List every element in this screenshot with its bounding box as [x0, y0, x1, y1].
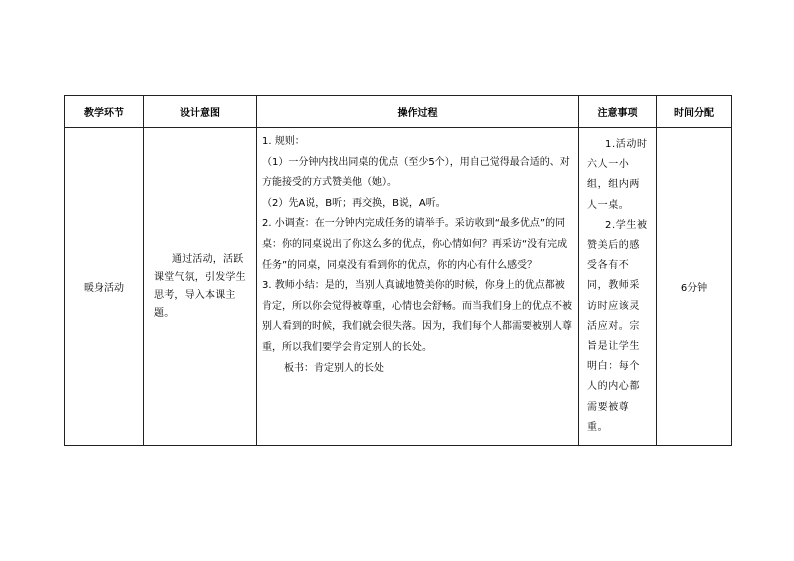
procedure-board-note: 板书：肯定别人的长处 — [284, 362, 384, 374]
lesson-plan-table — [64, 95, 732, 446]
teaching-phase-cell: 暖身活动 — [65, 128, 144, 446]
header-notes: 注意事项 — [579, 96, 657, 128]
table-header-row — [65, 96, 732, 128]
note-2: 2.学生被赞美后的感受各有不同，教师采访时应该灵活应对。宗旨是让学生明白：每个人的内心都需要被尊重。 — [587, 219, 648, 433]
header-procedure: 操作过程 — [257, 96, 579, 128]
time-allocation-cell: 6分钟 — [657, 128, 732, 446]
procedure-survey: 2. 小调查：在一分钟内完成任务的请举手。采访收到“最多优点”的同桌：你的同桌说出了你这么多的优点，你心情如何？再采访“没有完成任务”的同桌，同桌没有看到你的优点，你的内心有什么感受？ — [262, 218, 568, 271]
notes-cell — [579, 128, 657, 446]
procedure-rules-heading: 1. 规则： — [262, 136, 305, 147]
header-time-allocation: 时间分配 — [657, 96, 732, 128]
header-design-intent: 设计意图 — [144, 96, 257, 128]
procedure-rule-2: （2）先A说，B听；再交换，B说，A听。 — [262, 197, 446, 209]
procedure-cell — [257, 128, 579, 446]
procedure-rule-1: （1）一分钟内找出同桌的优点（至少5个），用自己觉得最合适的、对方能接受的方式赞美他（她）。 — [262, 156, 570, 189]
procedure-summary: 3. 教师小结：是的，当别人真诚地赞美你的时候，你身上的优点都被肯定，所以你会觉得被尊重，心情也会舒畅。而当我们身上的优点不被别人看到的时候，我们就会很失落。因为，我们每个人都需要被别人尊重，所以我们要学会肯定别人的长处。 — [262, 280, 572, 353]
table-row — [65, 128, 732, 446]
note-1: 1.活动时六人一小组，组内两人一桌。 — [587, 138, 648, 211]
design-intent-text: 通过活动，活跃课堂气氛，引发学生思考，导入本课主题。 — [154, 253, 246, 319]
header-teaching-phase: 教学环节 — [65, 96, 144, 128]
design-intent-cell — [144, 128, 257, 446]
